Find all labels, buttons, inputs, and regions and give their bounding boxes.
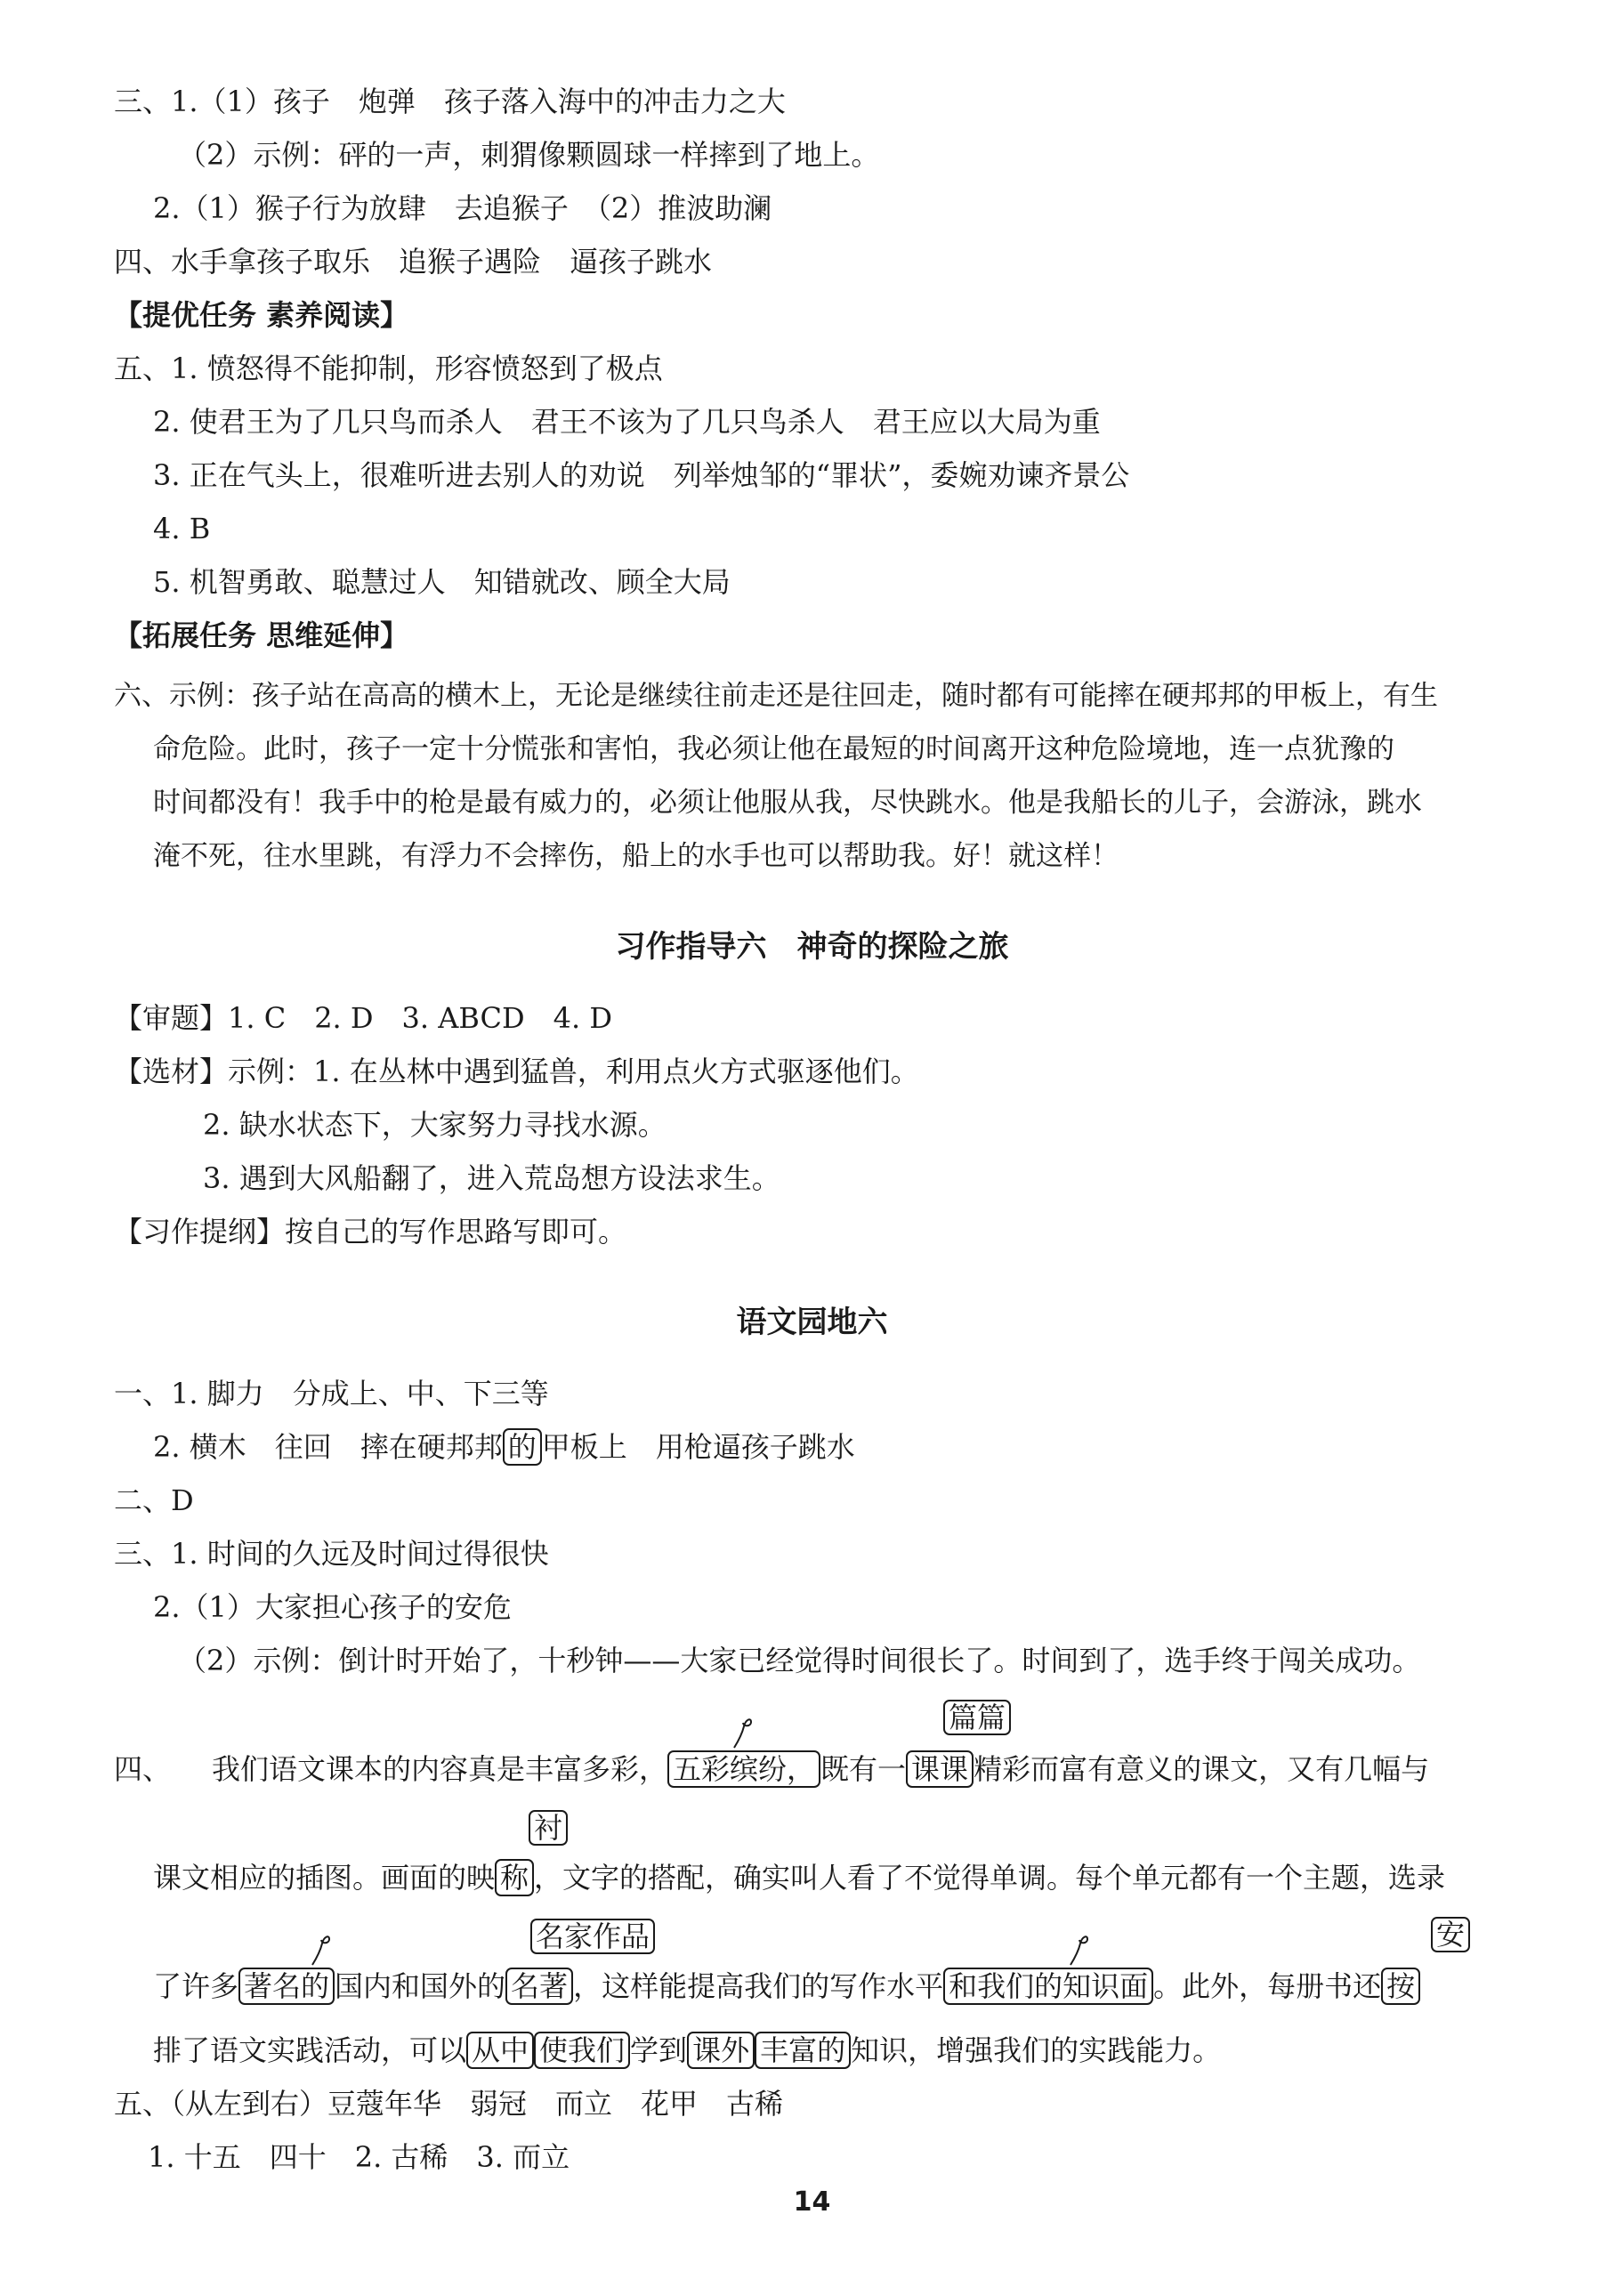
- proof-text: 精彩而富有意义的课文，又有几幅与: [974, 1752, 1430, 1786]
- proof-label: 四、: [114, 1752, 172, 1786]
- page-number: 14: [793, 2186, 831, 2218]
- insertion-mark: 名家作品: [530, 1919, 655, 1954]
- proof-text: 既有一: [820, 1752, 907, 1786]
- yw-1-2-text-b: 摔在硬邦邦: [360, 1430, 503, 1464]
- answer-5-4: 4. B: [153, 512, 211, 546]
- yw-3-2: 2.（1）大家担心孩子的安危: [153, 1590, 512, 1624]
- insertion-mark: 衬: [529, 1810, 568, 1846]
- insertion-mark: 篇篇: [943, 1700, 1011, 1735]
- yw-3-1: 三、1. 时间的久远及时间过得很快: [114, 1537, 549, 1571]
- delete-mark-icon: [1068, 1931, 1091, 1967]
- proof-text: 知识，增强我们的实践能力。: [851, 2033, 1222, 2067]
- xz-shenti: 【审题】1. C 2. D 3. ABCD 4. D: [114, 1001, 612, 1035]
- yw-3-2-2: （2）示例：倒计时开始了，十秒钟——大家已经觉得时间很长了。时间到了，选手终于闯关成功。: [178, 1644, 1421, 1677]
- yw-1-1: 一、1. 脚力 分成上、中、下三等: [114, 1377, 549, 1410]
- xz-tigang: 【习作提纲】按自己的写作思路写即可。: [114, 1215, 627, 1249]
- answer-5-5: 5. 机智勇敢、聪慧过人 知错就改、顾全大局: [153, 565, 731, 599]
- proof-text: 。此外，每册书还: [1153, 1969, 1382, 2003]
- yw-1-2-text-d: 甲板上 用枪逼孩子跳水: [541, 1430, 855, 1464]
- yw-1-2: [153, 1429, 855, 1465]
- answer-6-line2: 命危险。此时，孩子一定十分慌张和害怕，我必须让他在最短的时间离开这种危险境地，连一点犹豫的: [153, 733, 1394, 765]
- circled-char: 的: [503, 1428, 542, 1466]
- moved-phrase: 使我们: [534, 2032, 630, 2069]
- proof-row-2: [153, 1860, 1445, 1895]
- insertion-mark: 安: [1431, 1917, 1470, 1952]
- delete-mark-icon: [731, 1714, 755, 1750]
- moved-phrase: 课外: [687, 2032, 755, 2069]
- yw-5-sub: 1. 十五 四十 2. 古稀 3. 而立: [148, 2140, 570, 2174]
- proof-row-3: [153, 1968, 1420, 2004]
- replaced-word: 课课: [906, 1750, 974, 1788]
- yw-1-2-text-a: 2. 横木 往回: [153, 1430, 360, 1464]
- proof-text: 课文相应的插图。画面的映: [153, 1861, 496, 1895]
- deleted-phrase: 和我们的知识面: [943, 1968, 1153, 2005]
- answer-6-line1: 六、示例：孩子站在高高的横木上，无论是继续往前走还是往回走，随时都有可能摔在硬邦邦的甲板上，有生: [114, 680, 1438, 712]
- answer-5-3: 3. 正在气头上，很难听进去别人的劝说 列举烛邹的“罪状”，委婉劝谏齐景公: [153, 458, 1130, 492]
- answer-5-1: 五、1. 愤怒得不能抑制，形容愤怒到了极点: [114, 352, 663, 385]
- deleted-phrase: 从中: [466, 2032, 534, 2069]
- answer-3-1-2: （2）示例：砰的一声，刺猬像颗圆球一样摔到了地上。: [178, 138, 880, 172]
- answer-3-2: 2.（1）猴子行为放肆 去追猴子 （2）推波助澜: [153, 191, 772, 225]
- heading-tuozhan: 【拓展任务 思维延伸】: [114, 618, 409, 652]
- proof-text: 了许多: [153, 1969, 239, 2003]
- proof-text: 学到: [630, 2033, 688, 2067]
- replaced-word: 名著: [505, 1968, 573, 2005]
- proof-text: 国内和国外的: [335, 1969, 506, 2003]
- proof-text: 我们语文课本的内容真是丰富多彩，: [212, 1752, 668, 1786]
- answer-6-line4: 淹不死，往水里跳，有浮力不会摔伤，船上的水手也可以帮助我。好！就这样！: [153, 840, 1119, 872]
- moved-phrase: 丰富的: [755, 2032, 851, 2069]
- section-title-writing: 习作指导六 神奇的探险之旅: [615, 929, 1009, 965]
- proof-row-4: [153, 2033, 1221, 2068]
- yw-5: 五、（从左到右）豆蔻年华 弱冠 而立 花甲 古稀: [114, 2087, 784, 2121]
- answer-4: 四、水手拿孩子取乐 追猴子遇险 逼孩子跳水: [114, 245, 713, 279]
- deleted-phrase: 著名的: [238, 1968, 335, 2005]
- proof-text: 排了语文实践活动，可以: [153, 2033, 467, 2067]
- proof-text: ，这样能提高我们的写作水平: [573, 1969, 944, 2003]
- replaced-word: 按: [1381, 1968, 1420, 2005]
- section-title-yuwen: 语文园地六: [736, 1305, 888, 1340]
- answer-3-1: 三、1.（1）孩子 炮弹 孩子落入海中的冲击力之大: [114, 85, 786, 118]
- replaced-word: 称: [495, 1859, 534, 1896]
- answer-5-2: 2. 使君王为了几只鸟而杀人 君王不该为了几只鸟杀人 君王应以大局为重: [153, 405, 1101, 439]
- proof-text: ，文字的搭配，确实叫人看了不觉得单调。每个单元都有一个主题，选录: [534, 1861, 1446, 1895]
- delete-mark-icon: [310, 1931, 333, 1967]
- yw-2: 二、D: [114, 1483, 194, 1517]
- xz-xuancai-2: 2. 缺水状态下，大家努力寻找水源。: [203, 1108, 667, 1142]
- answer-6-line3: 时间都没有！我手中的枪是最有威力的，必须让他服从我，尽快跳水。他是我船长的儿子，会游泳，跳水: [153, 787, 1422, 819]
- heading-tiyou: 【提优任务 素养阅读】: [114, 298, 409, 332]
- deleted-phrase: 五彩缤纷，: [667, 1750, 820, 1788]
- xz-xuancai-3: 3. 遇到大风船翻了，进入荒岛想方设法求生。: [203, 1161, 780, 1195]
- proof-row-1: [212, 1751, 1429, 1787]
- xz-xuancai: 【选材】示例：1. 在丛林中遇到猛兽，利用点火方式驱逐他们。: [114, 1055, 919, 1088]
